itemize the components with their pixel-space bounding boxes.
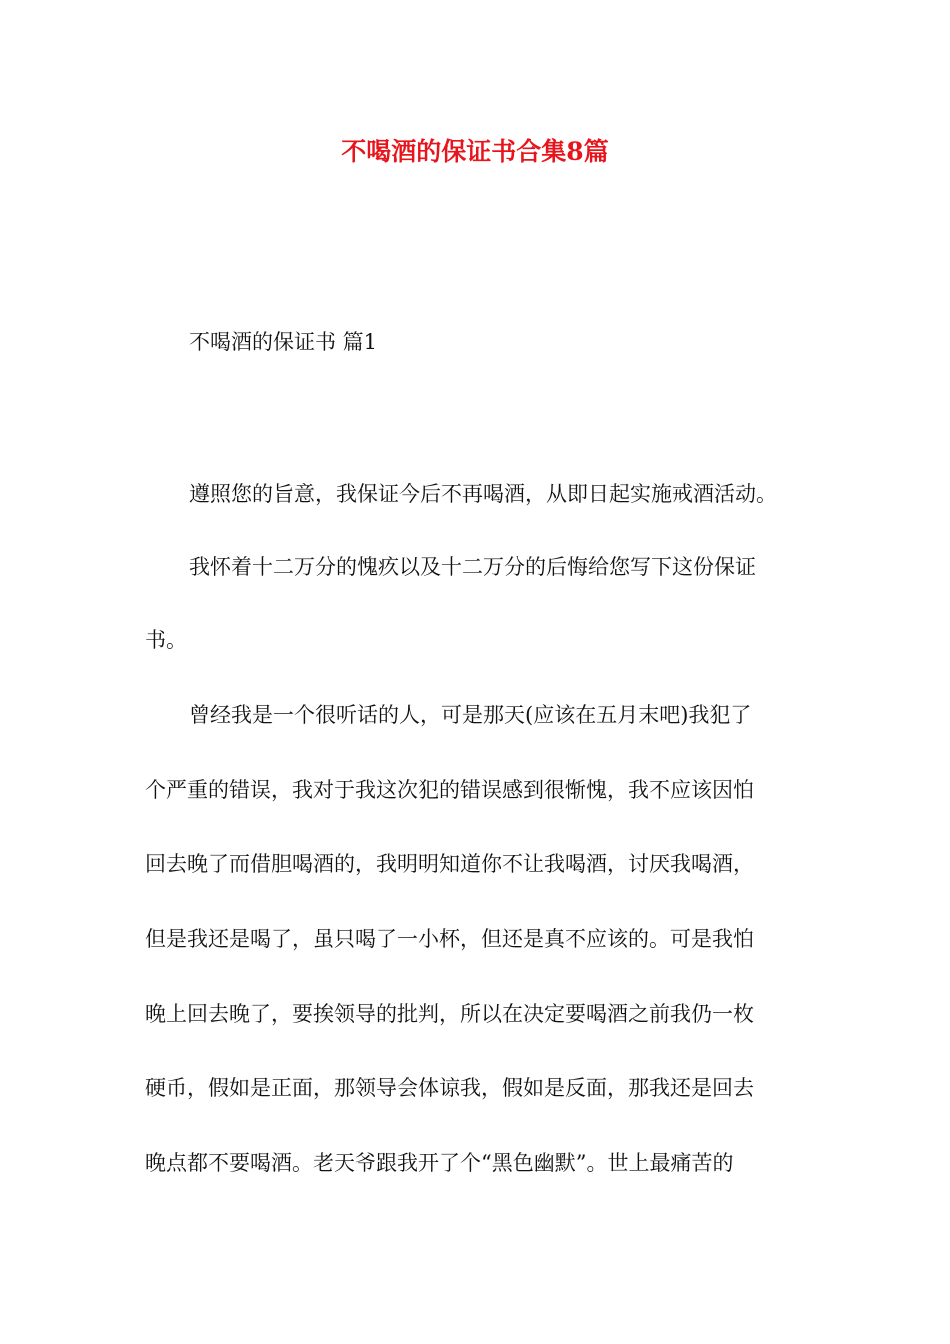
paragraph-line: 硬币，假如是正面，那领导会体谅我，假如是反面，那我还是回去 xyxy=(145,1076,754,1100)
paragraph-line: 个严重的错误，我对于我这次犯的错误感到很惭愧，我不应该因怕 xyxy=(145,778,754,802)
paragraph-line: 晚点都不要喝酒。老天爷跟我开了个“黑色幽默”。世上最痛苦的 xyxy=(145,1151,734,1175)
section-heading: 不喝酒的保证书 篇1 xyxy=(189,330,378,354)
paragraph-line: 曾经我是一个很听话的人，可是那天(应该在五月末吧)我犯了 xyxy=(189,703,752,727)
paragraph-line: 我怀着十二万分的愧疚以及十二万分的后悔给您写下这份保证 xyxy=(189,555,756,579)
paragraph-line: 回去晚了而借胆喝酒的，我明明知道你不让我喝酒，讨厌我喝酒， xyxy=(145,852,754,876)
paragraph-line: 晚上回去晚了，要挨领导的批判，所以在决定要喝酒之前我仍一枚 xyxy=(145,1002,754,1026)
paragraph-line: 书。 xyxy=(145,628,187,652)
document-title: 不喝酒的保证书合集8篇 xyxy=(341,137,609,166)
paragraph-line: 但是我还是喝了，虽只喝了一小杯，但还是真不应该的。可是我怕 xyxy=(145,927,754,951)
paragraph-line: 遵照您的旨意，我保证今后不再喝酒，从即日起实施戒酒活动。 xyxy=(189,482,777,506)
